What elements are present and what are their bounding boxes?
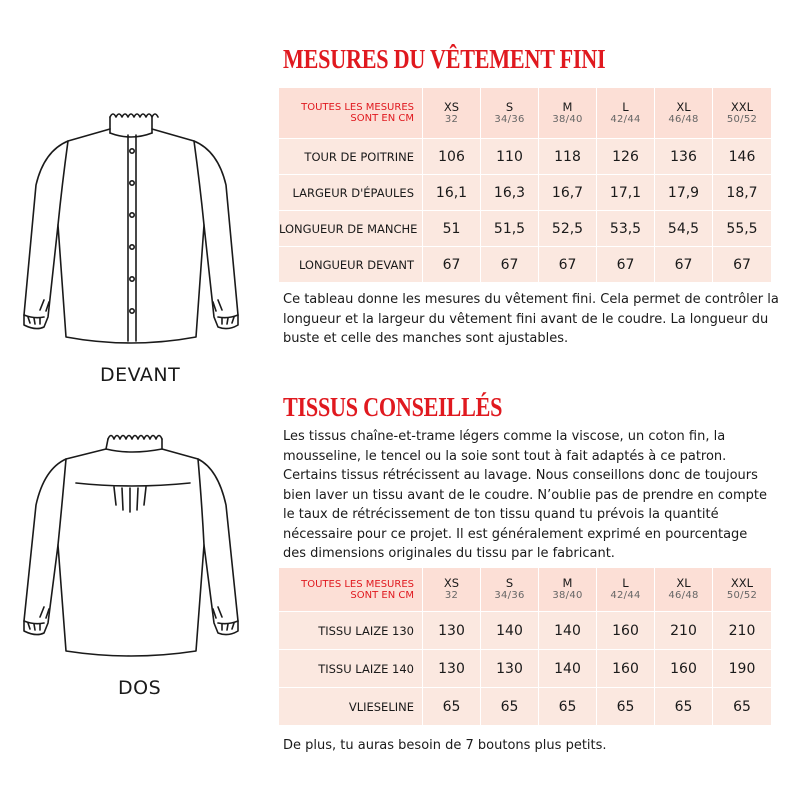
front-label: DEVANT: [100, 364, 181, 386]
table-row: TOUR DE POITRINE 106 110 118 126 136 146: [279, 139, 772, 175]
table-row: LONGUEUR DE MANCHE 51 51,5 52,5 53,5 54,5 55,5: [279, 211, 772, 247]
size-header-xs: XS 32: [423, 88, 481, 139]
recommended-fabrics-title: TISSUS CONSEILLÉS: [283, 392, 503, 422]
back-label: DOS: [118, 677, 162, 699]
size-header-m: M 38/40: [539, 88, 597, 139]
front-shirt-illustration: [18, 105, 258, 360]
size-header-xl: XL 46/48: [655, 88, 713, 139]
size-header-xxl: XXL 50/52: [713, 568, 772, 612]
size-header-xxl: XXL 50/52: [713, 88, 772, 139]
finished-measurements-title: MESURES DU VÊTEMENT FINI: [283, 44, 606, 74]
units-note: TOUTES LES MESURES SONT EN CM: [279, 568, 423, 612]
size-header-s: S 34/36: [481, 568, 539, 612]
size-header-l: L 42/44: [597, 568, 655, 612]
finished-measurements-note: Ce tableau donne les mesures du vêtement fini. Cela permet de contrôler la longueur et la largeur du vêtement fini avant de le coudre. La longueur du buste et celle des manches sont ajustables.: [283, 292, 779, 346]
table-row: VLIESELINE 65 65 65 65 65 65: [279, 688, 772, 726]
size-header-s: S 34/36: [481, 88, 539, 139]
size-header-m: M 38/40: [539, 568, 597, 612]
buttons-note: De plus, tu auras besoin de 7 boutons plus petits.: [283, 738, 607, 753]
fabric-requirements-table: [279, 568, 772, 726]
table-row: LARGEUR D'ÉPAULES 16,1 16,3 16,7 17,1 17,9 18,7: [279, 175, 772, 211]
table-row: TISSU LAIZE 140 130 130 140 160 160 190: [279, 650, 772, 688]
size-header-xl: XL 46/48: [655, 568, 713, 612]
units-note: TOUTES LES MESURES SONT EN CM: [279, 88, 423, 139]
back-shirt-illustration: [18, 425, 258, 675]
size-header-xs: XS 32: [423, 568, 481, 612]
size-header-l: L 42/44: [597, 88, 655, 139]
recommended-fabrics-intro: Les tissus chaîne-et-trame légers comme la viscose, un coton fin, la mousseline, le tencel ou la soie sont tout à fait adaptés à ce patron. Certains tissus rétrécissent au lavage. Nous conseillons donc de toujours bien laver un tissu avant de le coudre. N’oublie pas de prendre en compte le taux de rétrécissement de ton tissu quand tu prévois la quantité nécessaire pour ce projet. Il est généralement exprimé en pourcentage des dimensions originales du tissu par le fabricant.: [283, 429, 767, 561]
table-row: LONGUEUR DEVANT 67 67 67 67 67 67: [279, 247, 772, 283]
table-row: TISSU LAIZE 130 130 140 140 160 210 210: [279, 612, 772, 650]
finished-measurements-table: [279, 88, 772, 283]
